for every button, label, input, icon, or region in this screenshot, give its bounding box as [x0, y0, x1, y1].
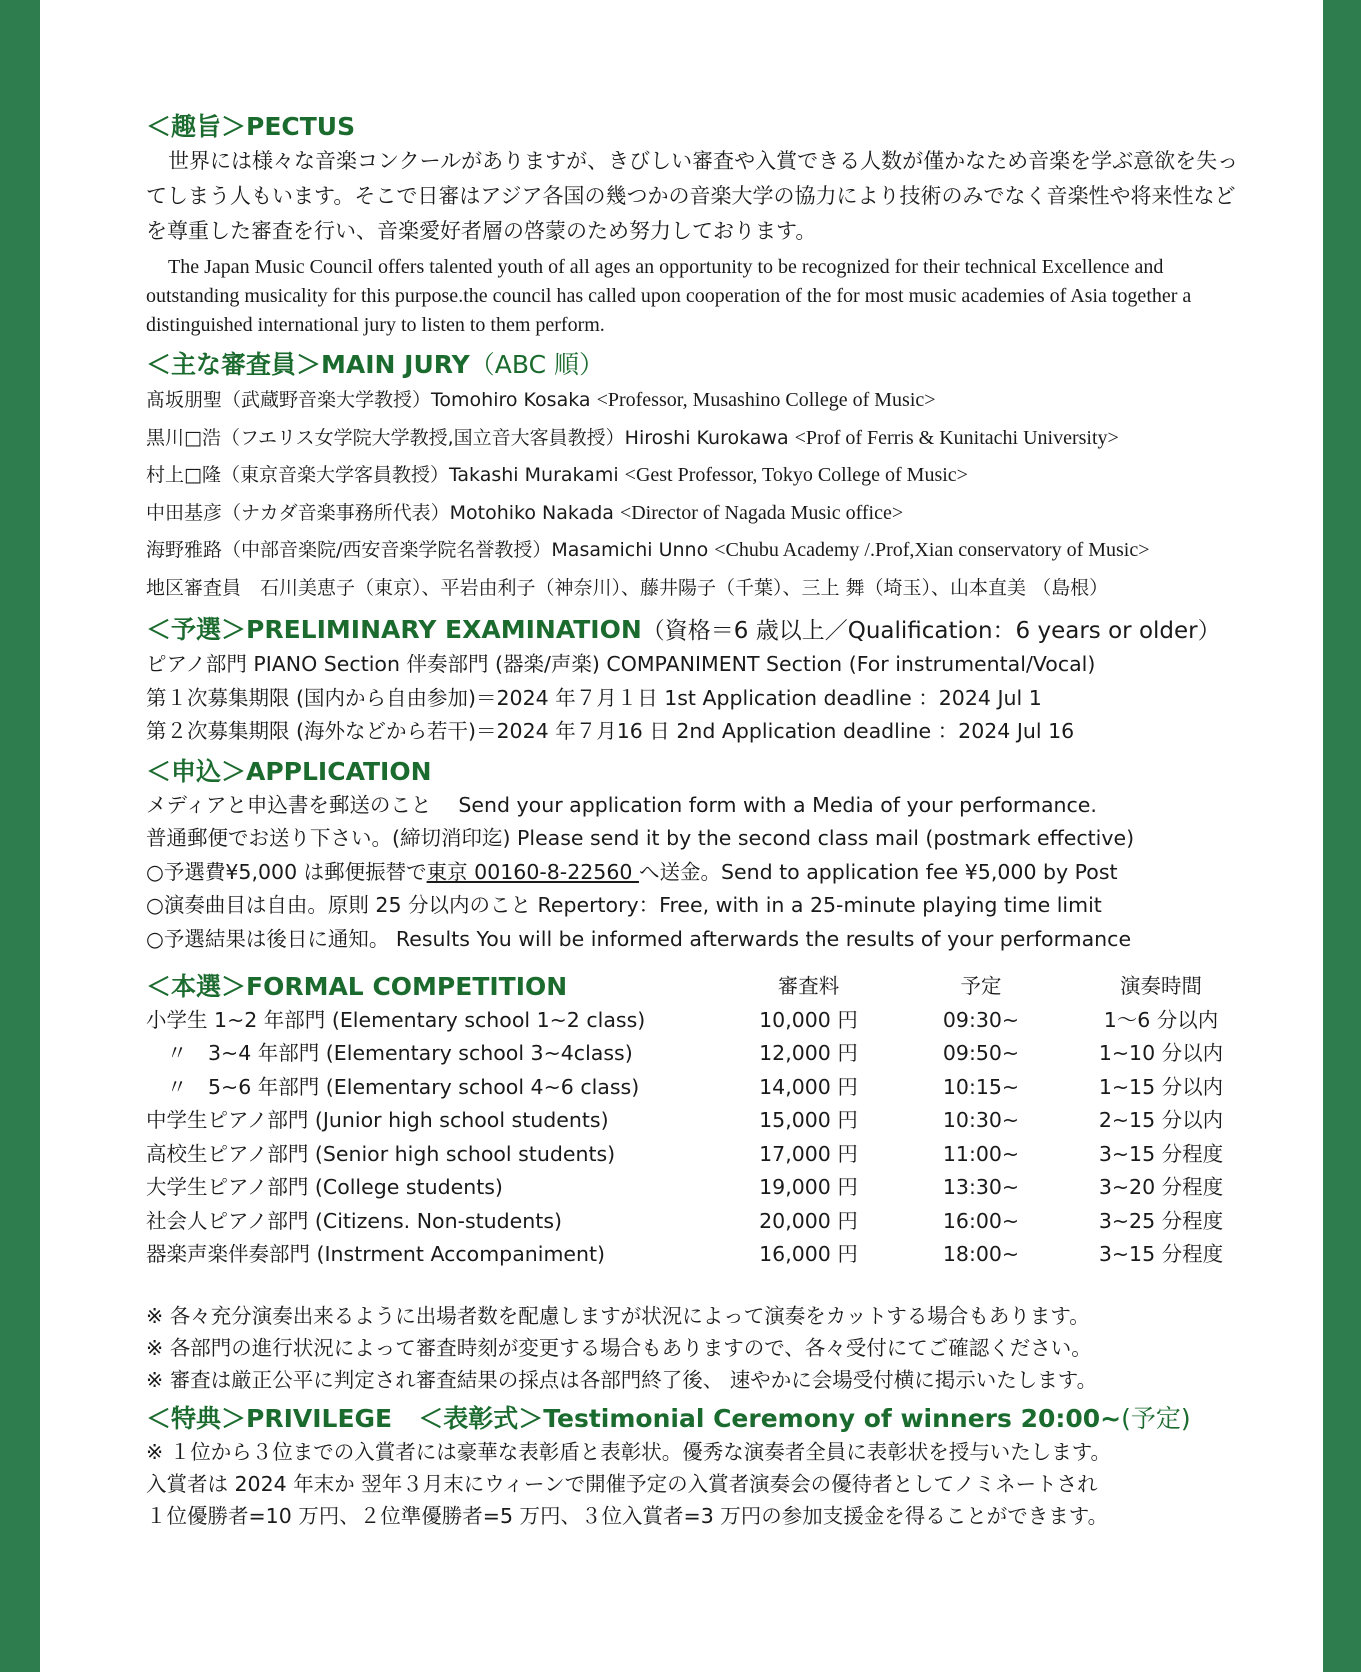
note-item: ※ 審査は厳正公平に判定され審査結果の採点は各部門終了後、 速やかに会場受付横に掲示いたします。: [146, 1367, 1098, 1392]
col-duration: 演奏時間: [1120, 974, 1202, 998]
jury-member: 村上□隆（東京音楽大学客員教授）Takashi Murakami <Gest Professor, Tokyo College of Music>: [146, 464, 968, 486]
col-fee: 審査料: [777, 974, 840, 998]
notes-section: [146, 1300, 1256, 1396]
preliminary-section: [146, 613, 1256, 749]
pectus-section: [146, 110, 1256, 340]
table-row: 大学生ピアノ部門 (College students) 19,000 円 13:30~ 3~20 分程度: [146, 1175, 1224, 1199]
table-row: 〃 5~6 年部門 (Elementary school 4~6 class) 14,000 円 10:15~ 1~15 分以内: [166, 1074, 1224, 1099]
pectus-heading: ＜趣旨＞PECTUS: [146, 112, 356, 141]
table-row: 器楽声楽伴奏部門 (Instrment Accompaniment) 16,000 円 18:00~ 3~15 分程度: [146, 1242, 1224, 1266]
note-item: ※ 各々充分演奏出来るように出場者数を配慮しますが状況によって演奏をカットする場合もあります。: [146, 1303, 1090, 1328]
col-time: 予定: [960, 974, 1002, 998]
privilege-heading-text: ＜特典＞PRIVILEGE: [146, 1403, 393, 1433]
note-item: ※ 各部門の進行状況によって審査時刻が変更する場合もありますので、各々受付にてご確認ください。: [146, 1335, 1092, 1360]
right-border: [1323, 0, 1361, 1672]
table-row: 高校生ピアノ部門 (Senior high school students) 17,000 円 11:00~ 3~15 分程度: [146, 1141, 1224, 1166]
postal-account: 東京 00160-8-22560: [426, 859, 639, 884]
table-row: 〃 3~4 年部門 (Elementary school 3~4class) 12,000 円 09:50~ 1~10 分以内: [166, 1041, 1224, 1065]
preliminary-deadline-1: 第１次募集期限 (国内から自由参加)＝2024 年７月１日 1st Application deadline ：2024 Jul 1: [146, 685, 1042, 710]
application-section: [146, 755, 1256, 957]
jury-section: [146, 348, 1256, 607]
preliminary-qualification: （資格＝6 歳以上／Qualification：6 years or older）: [641, 618, 1221, 644]
preliminary-sections: ピアノ部門 PIANO Section 伴奏部門 (器楽/声楽) COMPANIMENT Section (For instrumental/Vocal): [146, 652, 1096, 676]
privilege-body: [146, 1436, 1256, 1532]
table-row: 社会人ピアノ部門 (Citizens. Non-students) 20,000 円 16:00~ 3~25 分程度: [146, 1208, 1224, 1233]
table-row: 小学生 1~2 年部門 (Elementary school 1~2 class) 10,000 円 09:30~ 1～6 分以内: [146, 1007, 1219, 1032]
application-line-4: ○演奏曲目は自由。原則 25 分以内のこと Repertory：Free, with in a 25-minute playing time limit: [146, 893, 1102, 917]
jury-list: [146, 382, 1256, 607]
jury-member: 中田基彦（ナカダ音楽事務所代表）Motohiko Nakada <Director of Nagada Music office>: [146, 501, 904, 524]
preliminary-heading-text: ＜予選＞PRELIMINARY EXAMINATION: [146, 615, 642, 644]
application-line-1: メディアと申込書を郵送のこと Send your application form with a Media of your performance.: [146, 792, 1097, 817]
jury-member: 髙坂朋聖（武蔵野音楽大学教授）Tomohiro Kosaka <Professor, Musashino College of Music>: [146, 389, 936, 411]
preliminary-heading: [146, 613, 1256, 648]
preliminary-deadline-2: 第２次募集期限 (海外などから若干)＝2024 年７月16 日 2nd Application deadline ：2024 Jul 16: [146, 719, 1075, 743]
application-line-5: ○予選結果は後日に通知。 Results You will be informed afterwards the results of your performance: [146, 926, 1132, 951]
privilege-section: [146, 1402, 1256, 1532]
jury-member: 海野雅路（中部音楽院/西安音楽学院名誉教授）Masamichi Unno <Chubu Academy /.Prof,Xian conservatory of Music>: [146, 539, 1150, 561]
fee-table: [146, 970, 1256, 1272]
left-border: [0, 0, 40, 1672]
ceremony-note: (予定): [1121, 1403, 1191, 1433]
application-line-3: ○予選費¥5,000 は郵便振替で東京 00160-8-22560 へ送金。Send to application fee ¥5,000 by Post: [146, 859, 1118, 884]
application-line-2: 普通郵便でお送り下さい。(締切消印迄) Please send it by the second class mail (postmark effective): [146, 826, 1135, 850]
pectus-en-text: The Japan Music Council offers talented youth of all ages an opportunity to be recognized for their technical Excellence and outstanding musicality for this purpose.the council has called upon cooperation of the for most music academies of Asia together a distinguished international jury to listen to them perform.: [146, 256, 1192, 336]
privilege-line: ※ １位から３位までの入賞者には豪華な表彰盾と表彰状。優秀な演奏者全員に表彰状を授与いたします。: [146, 1439, 1112, 1464]
jury-regional: 地区審査員 石川美恵子（東京）、平岩由利子（神奈川）、藤井陽子（千葉）、三上 舞（埼玉）、山本直美 （島根）: [146, 576, 1109, 599]
fee-table-header: [146, 970, 1256, 1004]
application-heading: ＜申込＞APPLICATION: [146, 756, 432, 786]
privilege-line: 入賞者は 2024 年末か 翌年３月末にウィーンで開催予定の入賞者演奏会の優待者としてノミネートされ: [146, 1471, 1098, 1496]
privilege-line: １位優勝者=10 万円、２位準優勝者=5 万円、３位入賞者=3 万円の参加支援金を得ることができます。: [146, 1503, 1109, 1528]
jury-heading-note: （ABC 順）: [469, 350, 604, 379]
formal-section: [146, 970, 1256, 1272]
formal-heading: ＜本選＞FORMAL COMPETITION: [146, 972, 568, 1001]
jury-heading: [146, 348, 1256, 382]
pectus-jp-text: 世界には様々な音楽コンクールがありますが、きびしい審査や入賞できる人数が僅かなため音楽を学ぶ意欲を失ってしまう人もいます。そこで日審はアジア各国の幾つかの音楽大学の協力により技術のみでなく音楽性や将来性などを尊重した審査を行い、音楽愛好者層の啓蒙のため努力しております。: [146, 149, 1239, 243]
jury-heading-text: ＜主な審査員＞MAIN JURY: [146, 350, 470, 379]
document-page: [40, 0, 1323, 1672]
ceremony-heading: ＜表彰式＞Testimonial Ceremony of winners 20:00~: [418, 1403, 1122, 1433]
privilege-heading: [146, 1402, 1256, 1436]
document-content: [146, 110, 1256, 1532]
jury-member: 黒川□浩（フエリス女学院大学教授,国立音大客員教授）Hiroshi Kurokawa <Prof of Ferris & Kunitachi University>: [146, 426, 1119, 449]
table-row: 中学生ピアノ部門 (Junior high school students) 15,000 円 10:30~ 2~15 分以内: [146, 1108, 1224, 1132]
